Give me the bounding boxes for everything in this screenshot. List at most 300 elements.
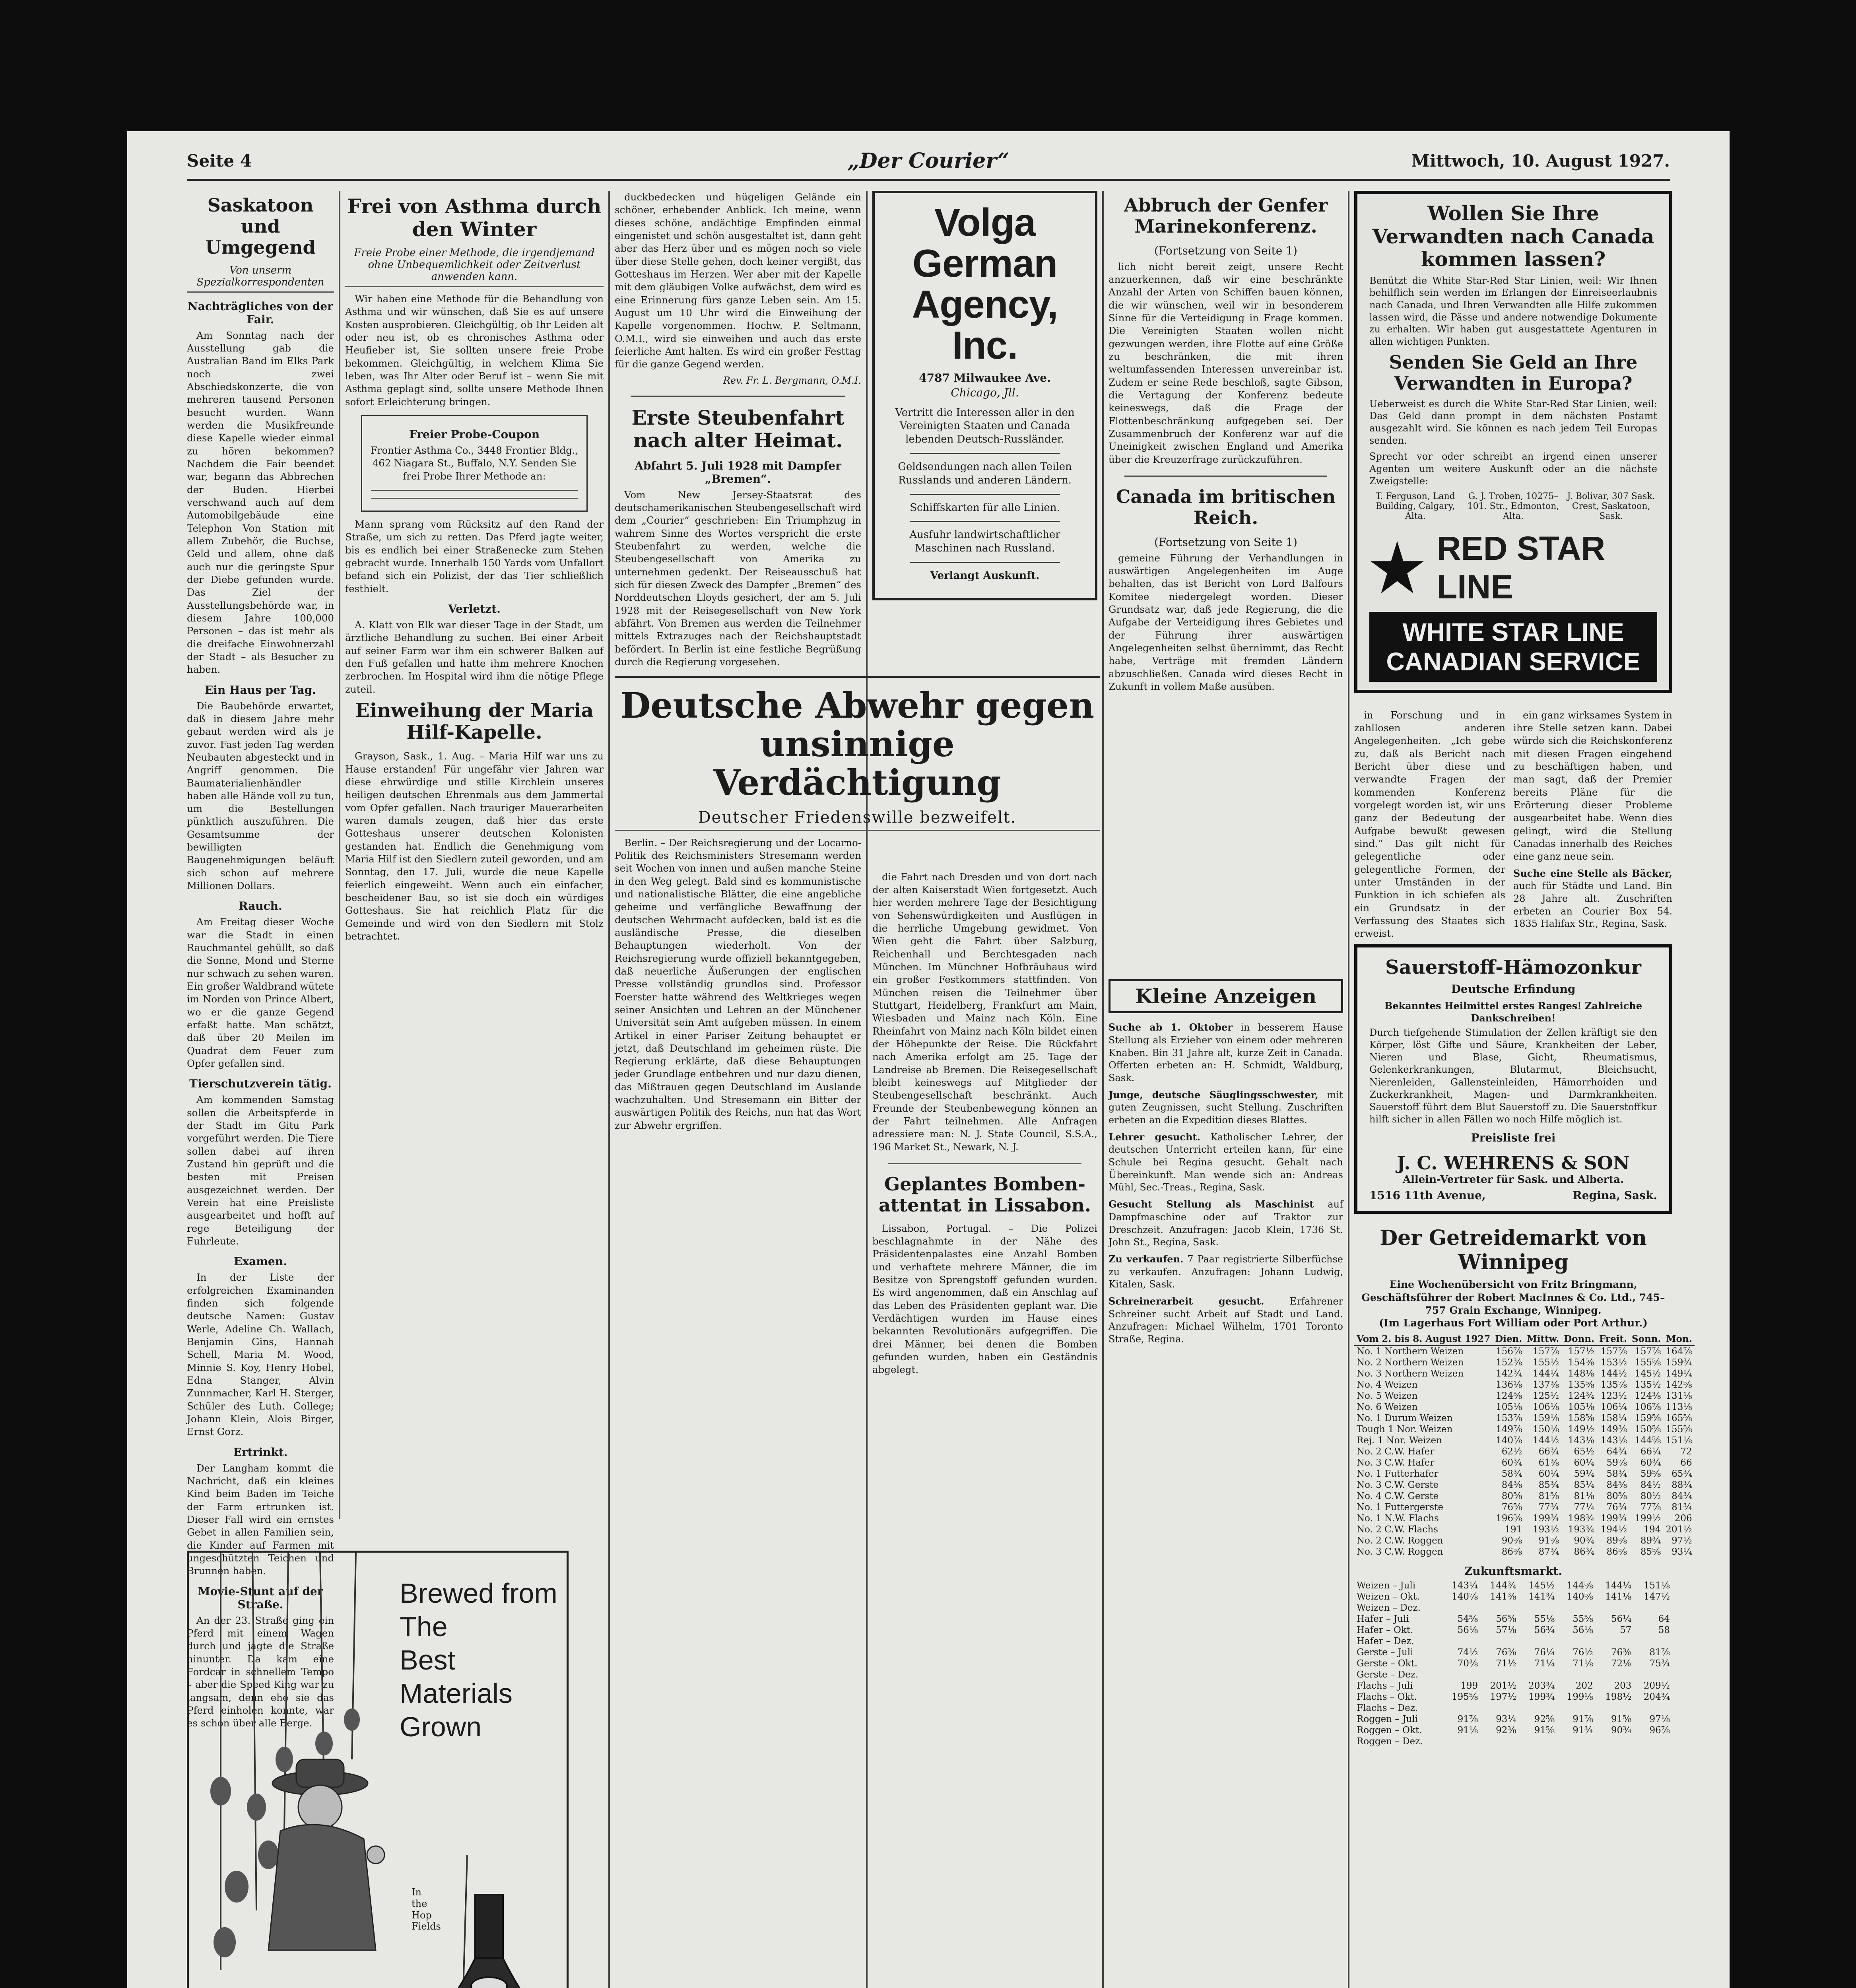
table-row: [1354, 1580, 1672, 1591]
price-cell: 91⅝: [1611, 1714, 1632, 1724]
column-header: Freit.: [1597, 1333, 1629, 1345]
redstar-offices: [1369, 491, 1657, 521]
page-header: [187, 151, 1670, 181]
section-text: Die Baubehörde erwartet, daß in diesem Jahre mehr gebaut werden wird als je zuvor. Fast jeden Tag werden Neubauten abgesteckt und in Angriff genommen. Die Baumaterialienhändler haben alle Hände voll zu tun, um die Bestellungen pünktlich auszuführen. Die Gesamtsumme der bewilligten Baugenehmigungen beläuft sich schon auf mehrere Millionen Dollars.: [187, 700, 334, 892]
price-cell: 54⅝: [1457, 1613, 1478, 1624]
continued-columns: [1354, 709, 1672, 944]
column-header: Mon.: [1663, 1333, 1694, 1345]
sauerstoff-ad: [1354, 944, 1672, 1214]
issue-date: Mittwoch, 10. August 1927.: [1411, 151, 1670, 171]
section-head: Movie-Stunt auf der Straße.: [198, 1584, 323, 1611]
price-cell: 81¾: [1672, 1502, 1692, 1512]
asthma-coupon[interactable]: [361, 415, 588, 512]
separator: [910, 521, 1060, 522]
price-cell: 152⅜: [1496, 1357, 1522, 1368]
redstar-text: Ueberweist es durch die White Star-Red Star Linien, weil: Das Geld dann prompt in dem nächsten Postamt ausgezahlt wird. Sie können es nach jedem Teil Europas senden.: [1369, 398, 1657, 446]
section-text: In der Liste der erfolgreichen Examinanden finden sich folgende deutsche Namen: Gustav Werle, Adeline Ch. Wallach, Benjamin Gins, Hannah Schell, Maria M. Wood, Minnie S. Koy, Henry Hobel, Edna Stanger, Alvin Zunnmacher, Karl H. Sterger, Schüler des Luth. College; Johann Klein, Alois Birger, Ernst Gorz.: [187, 1272, 334, 1438]
price-cell: 84⅜: [1501, 1479, 1522, 1490]
price-cell: [1442, 1669, 1481, 1680]
price-cell: 65¾: [1672, 1468, 1692, 1479]
grain-name-cell: Gerste – Okt.: [1357, 1658, 1418, 1669]
price-cell: 56⅛: [1573, 1625, 1593, 1635]
headline-genfer-konferenz: Abbruch der Genfer Marinekonferenz.: [1124, 194, 1328, 237]
column-volga: [872, 191, 1097, 1988]
price-cell: 71¼: [1534, 1658, 1555, 1669]
steuben-subhead: Abfahrt 5. Juli 1928 mit Dampfer „Bremen“.: [635, 459, 841, 485]
price-cell: 199¾: [1533, 1513, 1559, 1524]
price-cell: 70⅜: [1457, 1658, 1478, 1669]
price-cell: 153½: [1600, 1357, 1627, 1368]
grain-name-cell: No. 1 Northern Weizen: [1357, 1346, 1464, 1357]
red-star-line-ad: [1354, 191, 1672, 693]
price-cell: 91⅝: [1534, 1725, 1555, 1736]
grain-name-cell: Flachs – Dez.: [1357, 1703, 1418, 1713]
price-cell: [1596, 1669, 1634, 1680]
street-address: 1516 11th Avenue,: [1369, 1189, 1486, 1202]
price-cell: 147½: [1643, 1591, 1670, 1602]
reich-continued-text: in Forschung und in zahllosen anderen Angelegenheiten. „Ich gebe zu, daß als Bericht nach Bericht über diese und verwandte Fragen der kommenden Konferenz vorgelegt worden ist, wir uns ganz der Bedeutung der Aufgabe bewußt gewesen sind.“ Das gilt nicht für gelegentliche oder gelegentliche Formen, der unter Umständen in der Funktion in ich schiefen als ein Grundsatz in der Verfassung des Staates sich erweist.: [1354, 709, 1505, 940]
grain-name-cell: Weizen – Juli: [1357, 1580, 1416, 1591]
abwehr-text: Berlin. – Der Reichsregierung und der Locarno-Politik des Reichsministers Stresemann werden seit Wochen von innen und außen manche Steine in den Weg gelegt. Bald sind es kommunistische und nationalistische Blätter, die eine angebliche geheime und verfängliche Bewaffnung der deutschen Wehrmacht aufdecken, bald ist es die ausländische Presse, die dieselben Behauptungen wiederholt. Von der Reichsregierung wurde offiziell bekanntgegeben, daß neuerliche Äußerungen der englischen Presse vollständig grundlos sind. Professor Foerster hatte während des Weltkrieges wegen seiner Ansichten und Lehren an der Münchener Universität sein Amt aufgeben müssen. In einem Artikel in einer Pariser Zeitung behauptet er jetzt, daß Deutschland im geheimen rüste. Die Regierung erklärte, daß diese Behauptungen jeder Grundlage entbehren und nur dazu dienen, das Mißtrauen gegen Deutschland im Auslande wachzuhalten. Und Stresemann ein Bitter der auswärtigen Politik des Reichs, nun hat das Wort zur Abwehr ergriffen.: [615, 837, 861, 1131]
section-text: Am kommenden Samstag sollen die Arbeitspferde in der Stadt im Gitu Park vorgeführt werden. Die Tiere sollen dabei auf ihren Zustand hin geprüft und die besten mit Preisen ausgezeichnet werden. Der Verein hat eine Preisliste ausgearbeitet und hofft auf rege Beteiligung der Fuhrleute.: [187, 1094, 334, 1247]
price-cell: 60¼: [1574, 1457, 1594, 1468]
column-header: Donn.: [1561, 1333, 1597, 1345]
price-cell: 58: [1658, 1625, 1670, 1635]
price-cell: 165⅝: [1666, 1413, 1692, 1423]
table-row: [1354, 1613, 1672, 1625]
column-asthma: [345, 191, 604, 1543]
price-cell: 209½: [1643, 1680, 1670, 1691]
table-row: [1354, 1468, 1695, 1479]
sauerstoff-address: [1369, 1189, 1657, 1202]
price-cell: [1519, 1703, 1557, 1714]
price-cell: 80⅝: [1606, 1491, 1627, 1501]
price-cell: 194½: [1600, 1524, 1627, 1535]
price-cell: 55⅛: [1534, 1613, 1555, 1624]
grain-name-cell: No. 1 Futtergerste: [1357, 1502, 1443, 1512]
byline-correspondent: Von unserm Spezialkorrespondenten: [187, 264, 334, 293]
price-cell: [1557, 1703, 1596, 1714]
section-text: A. Klatt von Elk war dieser Tage in der Stadt, um ärztliche Behandlung zu suchen. Bei einer Arbeit auf seiner Farm war ihm ein schwerer Balken auf den Fuß gefallen und hatte ihm mehrere Knochen zerbrochen. Im Hospital wird ihm die nötige Pflege zuteil.: [345, 619, 604, 695]
grain-name-cell: No. 2 C.W. Hafer: [1357, 1446, 1435, 1457]
masthead: „Der Courier“: [847, 149, 1010, 173]
column-rule: [1102, 191, 1104, 1988]
section-text: Am Sonntag nach der Ausstellung gab die Australian Band im Elks Park noch zwei Abschiedskonzerte, die von mehreren tausend Personen besucht wurden. Wann werden die Musikfreunde diese Kapelle wieder einmal zu hören bekommen? Nachdem die Fair beendet war, begann das Abbrechen der Buden. Hierbei verschwand auch auf dem Automobilgebäude eine Telephon Von Station mit allem Zubehör, die Buchse, Geld und allem, ohne daß auch nur die geringste Spur der Diebe gefunden wurde. Das Ziel der Ausstellungsbehörde war, in diesem Jahre 100,000 Personen – das ist mehr als die dreifache Einwohnerzahl der Stadt – als Besucher zu haben.: [187, 329, 334, 676]
redstar-text: Sprecht vor oder schreibt an irgend einen unserer Agenten um weitere Auskunft oder an die nächste Zweigstelle:: [1369, 451, 1657, 487]
table-row: [1354, 1368, 1695, 1379]
price-cell: 143¼: [1451, 1580, 1478, 1591]
price-cell: 55⅝: [1573, 1613, 1593, 1624]
redstar-title-2: Senden Sie Geld an Ihre Verwandten in Europa?: [1389, 351, 1638, 394]
grain-name-cell: No. 3 Northern Weizen: [1357, 1368, 1464, 1379]
price-cell: 76¾: [1606, 1502, 1627, 1512]
price-cell: 137⅜: [1533, 1379, 1559, 1390]
price-cell: 84⅝: [1606, 1479, 1627, 1490]
price-cell: 57⅛: [1496, 1625, 1516, 1635]
office-address: G. J. Troben, 10275–101. Str., Edmonton, Alta.: [1467, 491, 1559, 521]
price-cell: 199½: [1635, 1513, 1661, 1524]
grain-name-cell: Tough 1 Nor. Weizen: [1357, 1424, 1453, 1435]
sauerstoff-text: Bekanntes Heilmittel erstes Ranges! Zahlreiche Dankschreiben!: [1384, 1000, 1642, 1024]
price-cell: 93¼: [1496, 1714, 1516, 1724]
price-cell: 151⅛: [1666, 1435, 1692, 1446]
price-cell: 85¼: [1574, 1479, 1594, 1490]
price-cell: [1557, 1736, 1596, 1747]
column-genf: [1109, 191, 1343, 1988]
price-cell: 80⅝: [1501, 1491, 1522, 1501]
table-row: [1354, 1736, 1672, 1747]
price-cell: 106⅞: [1635, 1402, 1661, 1412]
price-cell: 141⅜: [1490, 1591, 1516, 1602]
price-cell: 140⅞: [1451, 1591, 1478, 1602]
price-cell: 113⅛: [1666, 1402, 1692, 1412]
volga-text: Vertritt die Interessen aller in den Vereinigten Staaten und Canada lebenden Deutsch-Russländer.: [895, 406, 1075, 446]
table-row: [1354, 1703, 1672, 1714]
maria-hilf-text: Grayson, Sask., 1. Aug. – Maria Hilf war uns zu Hause erstanden! Für ungefähr vier Jahren war diese ehrwürdige und stille Kirchlein unseres heiligen deutschen Ehrenmals aus dem Jammertal vom Opfer gefallen. Nach trauriger Mauerarbeiten waren damals zeugen, daß hier das erste Gotteshaus unserer deutschen Kolonisten gestanden hat. Endlich die Genehmigung vom Maria Hilf ist den Siedlern zuteil geworden, und am Sonntag, den 17. Juli, wurde die neue Kapelle feierlich eingeweiht. Wenn auch ein einfacher, bescheidener Bau, so ist sie doch ein würdiges Gotteshaus. Sie hat reichlich Platz für die Gemeinde und wird von den Siedlern mit Stolz betrachtet.: [345, 750, 604, 942]
coupon-line: [371, 498, 578, 499]
price-cell: 144⅝: [1567, 1580, 1593, 1591]
article-signature: Rev. Fr. L. Bergmann, O.M.I.: [723, 375, 861, 386]
price-cell: 89¾: [1640, 1535, 1661, 1546]
table-row: [1354, 1435, 1695, 1446]
classified-ad: Schreinerarbeit gesucht. Erfahrener Schreiner sucht Arbeit auf Stadt und Land. Anzufragen: Michael Wilhelm, 1701 Toronto Straße, Regina.: [1109, 1295, 1343, 1345]
price-cell: 157⅞: [1635, 1346, 1661, 1357]
price-cell: [1442, 1703, 1481, 1714]
price-cell: 201½: [1490, 1680, 1516, 1691]
price-cell: [1557, 1669, 1596, 1680]
grain-name-cell: No. 1 Durum Weizen: [1357, 1413, 1453, 1423]
price-cell: 86⅝: [1501, 1546, 1522, 1557]
price-cell: [1480, 1636, 1519, 1647]
table-row: [1354, 1413, 1695, 1424]
price-cell: 195⅝: [1451, 1691, 1478, 1702]
price-cell: 97⅛: [1649, 1714, 1670, 1724]
price-cell: 123½: [1600, 1390, 1627, 1401]
price-cell: 58¾: [1501, 1468, 1522, 1479]
price-cell: 66¼: [1640, 1446, 1661, 1457]
redstar-text: Benützt die White Star-Red Star Linien, weil: Wir Ihnen behilflich sein werden im Erlangen der Einreiseerlaubnis nach Canada, und Ihren Verwandten alle Hilfe zukommen lassen wird, die Pässe und andere notwendige Dokumente zu erhalten. Wir haben gut ausgestattete Agenturen in allen wichtigen Punkten.: [1369, 275, 1657, 348]
coupon-line: [371, 490, 578, 491]
spacer: [872, 616, 1097, 871]
spacer: [1109, 697, 1343, 975]
section-text: Am Freitag dieser Woche war die Stadt in einen Rauchmantel gehüllt, so daß die Sonne, Mond und Sterne nur schwach zu sehen waren. Ein großer Waldbrand wütete im Norden von Prince Albert, wo er die ganze Gegend erfaßt hatte. Man schätzt, daß über 20 Meilen im Quadrat dem Feuer zum Opfer gefallen sind.: [187, 916, 334, 1070]
column-header: Dien.: [1493, 1333, 1524, 1345]
price-cell: 203: [1614, 1680, 1632, 1691]
price-cell: [1634, 1736, 1672, 1747]
section-head: Ertrinkt.: [233, 1445, 288, 1459]
classified-ad: Suche eine Stelle als Bäcker, auch für Städte und Land. Bin 28 Jahre alt. Zuschriften erbeten an Courier Box 54. 1835 Halifax Str., Regina, Sask.: [1513, 867, 1672, 930]
price-cell: 194: [1643, 1524, 1661, 1535]
price-cell: 202: [1575, 1680, 1593, 1691]
price-cell: [1519, 1736, 1557, 1747]
price-cell: 199¾: [1528, 1691, 1555, 1702]
price-cell: 206: [1674, 1513, 1692, 1524]
price-cell: 199: [1460, 1680, 1478, 1691]
price-cell: 106¼: [1600, 1402, 1627, 1412]
price-cell: 204¾: [1643, 1691, 1670, 1702]
price-cell: 60¾: [1640, 1457, 1661, 1468]
price-cell: 66¾: [1538, 1446, 1559, 1457]
price-cell: 198¾: [1568, 1513, 1594, 1524]
price-cell: 56¼: [1611, 1613, 1632, 1624]
price-cell: 142¾: [1496, 1368, 1522, 1379]
price-cell: 77⅞: [1640, 1502, 1661, 1512]
price-cell: 158¼: [1600, 1413, 1627, 1423]
price-cell: [1442, 1636, 1481, 1647]
column-header: Vom 2. bis 8. August 1927: [1354, 1333, 1493, 1345]
price-cell: 198½: [1605, 1691, 1632, 1702]
price-cell: 91⅞: [1573, 1714, 1593, 1724]
price-cell: 191: [1505, 1524, 1522, 1535]
asthma-text: Wir haben eine Methode für die Behandlung von Asthma und wir wünschen, daß Sie es auf unsere Kosten ausprobieren. Gleichgültig, ob Ihr Leiden alt oder neu ist, ob es chronisches Asthma oder Heufieber ist, Sie sollten unsere freie Probe bekommen. Gleichgültig, in welchem Klima Sie leben, was Ihr Alter oder Beruf ist – wenn Sie mit Asthma geplagt sind, sollte unsere Methode Ihnen sofort Erleichterung bringen.: [345, 293, 604, 408]
price-cell: 106⅛: [1533, 1402, 1559, 1412]
price-cell: 150⅛: [1533, 1424, 1559, 1435]
table-row: [1354, 1457, 1695, 1468]
price-cell: 157½: [1568, 1346, 1594, 1357]
reich-continued-text: ein ganz wirksames System in ihre Stelle setzen kann. Dabei würde sich die Reichskonferenz mit diesen Fragen eingehend zu beschäftigen haben, und man sagt, daß der Premier bereits Pläne für die Erörterung dieser Probleme ausgearbeitet habe. Wenn dies gelingt, wird die Stellung Canadas innerhalb des Reiches eine ganz neue sein.: [1513, 709, 1672, 862]
price-cell: 56¾: [1534, 1625, 1555, 1635]
table-row: [1354, 1524, 1695, 1535]
grain-name-cell: No. 4 C.W. Gerste: [1357, 1491, 1439, 1501]
newspaper-page: [127, 131, 1730, 1988]
price-cell: 143⅛: [1600, 1435, 1627, 1446]
price-cell: [1596, 1703, 1634, 1714]
price-cell: 135⅝: [1568, 1379, 1594, 1390]
price-cell: 72⅛: [1611, 1658, 1632, 1669]
grain-name-cell: No. 2 C.W. Flachs: [1357, 1524, 1438, 1535]
grain-name-cell: Hafer – Dez.: [1357, 1636, 1414, 1646]
price-cell: 141¾: [1528, 1591, 1555, 1602]
price-cell: 203¾: [1528, 1680, 1555, 1691]
table-row: [1354, 1502, 1695, 1513]
table-row: [1354, 1446, 1695, 1457]
office-address: T. Ferguson, Land Building, Calgary, Alta.: [1375, 491, 1455, 521]
canada-text: gemeine Führung der Verhandlungen in auswärtigen Angelegenheiten im Auge behalten, das ist Bericht von Lord Balfours Komitee niedergelegt worden. Dieser Grundsatz war, daß jede Regierung, die die Aufgabe der Verteidigung ihres Gebietes und der Führung ihrer auswärtigen Angelegenheiten selbst übernimmt, das Recht habe, Verträge mit fremden Ländern abzuschließen. Canada wird dieses Recht in Zukunft in vollem Maße ausüben.: [1109, 552, 1343, 693]
headline-canada-reich: Canada im britischen Reich.: [1116, 486, 1336, 528]
table-row: [1354, 1691, 1672, 1703]
grain-name-cell: Weizen – Okt.: [1357, 1591, 1420, 1602]
classified-ad: Gesucht Stellung als Maschinist auf Dampfmaschine oder auf Traktor zur Dreschzeit. Anzufragen: Jacob Klein, 1736 St. John St., Regina, Sask.: [1109, 1198, 1343, 1248]
sauerstoff-title: Sauerstoff-Hämozonkur: [1385, 956, 1641, 978]
coupon-text: Frontier Asthma Co., 3448 Frontier Bldg., 462 Niagara St., Buffalo, N.Y. Senden Sie frei Probe Ihrer Methode an:: [370, 444, 579, 482]
grain-market-title: Der Getreidemarkt von Winnipeg: [1380, 1226, 1647, 1275]
price-cell: 199¾: [1600, 1513, 1627, 1524]
price-cell: 77¼: [1574, 1502, 1594, 1512]
price-cell: 72: [1680, 1446, 1692, 1457]
price-cell: 84½: [1640, 1479, 1661, 1490]
column-saskatoon: [187, 191, 334, 1729]
price-cell: 58¾: [1606, 1468, 1627, 1479]
grain-name-cell: Hafer – Okt.: [1357, 1625, 1413, 1635]
section-head: Examen.: [234, 1255, 287, 1268]
price-cell: 91⅞: [1457, 1714, 1478, 1724]
price-cell: 59¼: [1574, 1468, 1594, 1479]
price-cell: 148⅛: [1568, 1368, 1594, 1379]
price-cell: 158⅝: [1568, 1413, 1594, 1423]
price-cell: 157⅞: [1533, 1346, 1559, 1357]
price-cell: 75¾: [1649, 1658, 1670, 1669]
section-head: Verletzt.: [448, 602, 501, 615]
table-row: [1354, 1647, 1672, 1658]
star-icon: [1369, 540, 1425, 596]
headline-deutsche-abwehr: Deutsche Abwehr gegen unsinnige Verdächtigung: [620, 685, 1095, 803]
table-row: [1354, 1535, 1695, 1546]
grain-table-body: [1354, 1345, 1695, 1557]
column-header: Mittw.: [1524, 1333, 1561, 1345]
table-row: [1354, 1625, 1672, 1636]
grain-name-cell: Flachs – Okt.: [1357, 1691, 1417, 1702]
price-cell: [1519, 1636, 1557, 1647]
grain-name-cell: Roggen – Dez.: [1357, 1736, 1423, 1747]
price-cell: 76⅝: [1501, 1502, 1522, 1512]
continuation-note: (Fortsetzung von Seite 1): [1154, 244, 1297, 257]
classifieds-title: Kleine Anzeigen: [1109, 979, 1343, 1013]
grain-name-cell: No. 1 Futterhafer: [1357, 1468, 1439, 1479]
price-cell: 159⅛: [1533, 1413, 1559, 1423]
price-cell: 64: [1658, 1613, 1670, 1624]
headline-maria-hilf: Einweihung der Maria Hilf-Kapelle.: [355, 699, 594, 744]
price-cell: [1596, 1636, 1634, 1647]
price-cell: [1596, 1736, 1634, 1747]
price-cell: 136⅛: [1496, 1379, 1522, 1390]
price-cell: 157⅞: [1600, 1346, 1627, 1357]
price-cell: 145½: [1528, 1580, 1555, 1591]
price-cell: 77¾: [1538, 1502, 1559, 1512]
price-cell: 201½: [1666, 1524, 1692, 1535]
price-cell: 193¾: [1568, 1524, 1594, 1535]
price-cell: 124⅜: [1635, 1390, 1661, 1401]
table-row: [1354, 1479, 1695, 1491]
price-cell: [1634, 1703, 1672, 1714]
classified-ad: Suche ab 1. Oktober in besserem Hause Stellung als Erzieher von einem oder mehreren Knaben. Bin 31 Jahre alt, kurze Zeit in Canada. Offerten erbeten an: H. Schmidt, Waldburg, Sask.: [1109, 1021, 1343, 1084]
headline-steubenfahrt: Erste Steubenfahrt nach alter Heimat.: [631, 406, 845, 452]
separator: [910, 453, 1060, 454]
price-cell: 140⅞: [1496, 1435, 1522, 1446]
price-cell: 135½: [1635, 1379, 1661, 1390]
table-row: [1354, 1714, 1672, 1725]
volga-agency-name: Volga German Agency, Inc.: [912, 200, 1058, 367]
price-cell: 65½: [1574, 1446, 1594, 1457]
price-cell: 66: [1680, 1457, 1692, 1468]
volga-city: Chicago, Jll.: [951, 386, 1019, 399]
separator: [631, 396, 845, 397]
price-cell: 150⅝: [1635, 1424, 1661, 1435]
price-cell: 91¾: [1573, 1725, 1593, 1736]
price-cell: 85⅝: [1640, 1546, 1661, 1557]
separator: [888, 1163, 1081, 1164]
price-cell: 96⅞: [1649, 1725, 1670, 1736]
price-cell: [1480, 1602, 1519, 1613]
table-row: [1354, 1357, 1695, 1368]
classified-ad: Lehrer gesucht. Katholischer Lehrer, der deutschen Unterricht erteilen kann, für eine Schule bei Regina gesucht. Gehalt nach Übereinkunft. Man wende sich an: Andreas Mühl, Sec.-Treas., Regina, Sask.: [1109, 1131, 1343, 1193]
price-cell: 193½: [1533, 1524, 1559, 1535]
sauerstoff-firm: J. C. WEHRENS & SON: [1397, 1152, 1630, 1174]
classified-ad: Junge, deutsche Säuglingsschwester, mit guten Zeugnissen, sucht Stellung. Zuschriften erbeten an die Expedition dieses Blattes.: [1109, 1089, 1343, 1126]
price-cell: [1480, 1703, 1519, 1714]
futures-title: Zukunftsmarkt.: [1464, 1564, 1563, 1578]
price-cell: 144¼: [1533, 1368, 1559, 1379]
price-cell: 91⅝: [1538, 1535, 1559, 1546]
price-cell: 61⅜: [1538, 1457, 1559, 1468]
price-cell: 76¼: [1534, 1647, 1555, 1658]
separator: [1124, 476, 1327, 477]
price-cell: 71½: [1496, 1658, 1516, 1669]
price-cell: 144⅝: [1635, 1435, 1661, 1446]
column-rule: [339, 191, 340, 1519]
price-cell: 59⅝: [1640, 1468, 1661, 1479]
price-cell: 76½: [1573, 1647, 1593, 1658]
column-rule: [1348, 191, 1349, 1988]
price-cell: 74½: [1457, 1647, 1478, 1658]
price-cell: 149⅞: [1496, 1424, 1522, 1435]
price-cell: 81⅛: [1574, 1491, 1594, 1501]
white-star-banner: WHITE STAR LINE CANADIAN SERVICE: [1369, 612, 1657, 682]
lissabon-text: Lissabon, Portugal. – Die Polizei beschlagnahmte in der Nähe des Präsidentenpalastes eine Anzahl Bomben und verhaftete mehrere Männer, die im Besitze von Sprengstoff gefunden wurden. Es wird angenommen, daß ein Anschlag auf das Leben des Präsidenten geplant war. Die Verdächtigen wurden im Hause eines bekannten Revolutionärs aufgegriffen. Die drei Männer, bei denen die Bomben gefunden wurden, haben ein Geständnis abgelegt.: [872, 1222, 1097, 1376]
price-cell: 90¾: [1611, 1725, 1632, 1736]
continuation-note: (Fortsetzung von Seite 1): [1154, 535, 1297, 549]
price-cell: 144½: [1533, 1435, 1559, 1446]
price-cell: 56⅝: [1496, 1613, 1516, 1624]
table-row: [1354, 1546, 1695, 1557]
grain-name-cell: No. 3 C.W. Hafer: [1357, 1457, 1435, 1468]
price-cell: 60¼: [1538, 1468, 1559, 1479]
volga-text: Ausfuhr landwirtschaftlicher Maschinen nach Russland.: [909, 529, 1060, 555]
redstar-logo-text: RED STAR LINE: [1437, 529, 1606, 606]
sauerstoff-role: Allein-Vertreter für Sask. und Alberta.: [1402, 1174, 1624, 1186]
volga-text: Schiffskarten für alle Linien.: [910, 501, 1060, 514]
price-cell: 64¾: [1606, 1446, 1627, 1457]
price-cell: 144¾: [1490, 1580, 1516, 1591]
price-cell: [1442, 1602, 1481, 1613]
steuben-continued-text: die Fahrt nach Dresden und von dort nach der alten Kaiserstadt Wien fortgesetzt. Auch hier werden mehrere Tage der Besichtigung von Sehenswürdigkeiten und Ausflügen in die herrliche Umgebung gewidmet. Von Wien geht die Fahrt über Salzburg, Reichenhall und Berchtesgaden nach München. Im Münchner Hofbräuhaus wird ein großer Festkommers stattfinden. Von München reisen die Teilnehmer über Stuttgart, Heidelberg, Frankfurt am Main, Wiesbaden und Mainz nach Köln. Eine Rheinfahrt von Mainz nach Köln bildet einen der Höhepunkte der Reise. Die Rückfahrt nach Amerika erfolgt am 25. Tage der Landreise ab Bremen. Die Reisegesellschaft bleibt keineswegs auf Mitglieder der Steubengesellschaft beschränkt. Auch Freunde der Steubenbewegung können an der Fahrt teilnehmen. Alle Anfragen adressiere man: N. J. State Council, S.S.A., 196 Market St., Newark, N. J.: [872, 871, 1097, 1153]
price-cell: [1557, 1602, 1596, 1613]
table-row: [1354, 1602, 1672, 1613]
steuben-text: Vom New Jersey-Staatsrat des deutschamerikanischen Steubengesellschaft wird dem „Courier“ geschrieben: Ein Triumphzug in wahrem Sinne des Wortes verspricht die erste Steubenfahrt zu werden, welche die Steubengesellschaft von Amerika zu unternehmen gedenkt. Der Reiseausschuß hat sich für diesen Zweck des Dampfer „Bremen“ des Norddeutschen Lloyds gesichert, der am 5. Juli 1928 mit der Reisegesellschaft von New York abfährt. Von Bremen aus werden die Teilnehmer mittels Extrazuges nach der Reichshauptstadt befördert. In Berlin ist eine festliche Begrüßung durch die Regierung vorgesehen.: [615, 489, 861, 668]
price-cell: 97½: [1672, 1535, 1692, 1546]
price-cell: [1634, 1602, 1672, 1613]
price-cell: 90¾: [1574, 1535, 1594, 1546]
price-cell: 105⅛: [1568, 1402, 1594, 1412]
price-cell: 87¾: [1538, 1546, 1559, 1557]
column-rule: [608, 191, 610, 1988]
table-row: [1354, 1591, 1672, 1602]
section-head: Tierschutzverein tätig.: [189, 1077, 332, 1091]
price-cell: 90⅝: [1501, 1535, 1522, 1546]
table-row: [1354, 1424, 1695, 1435]
price-cell: 124¾: [1568, 1390, 1594, 1401]
grain-name-cell: Gerste – Juli: [1357, 1647, 1413, 1658]
city: Regina, Sask.: [1573, 1189, 1657, 1202]
table-row: [1354, 1725, 1672, 1736]
abwehr-subheadline: Deutscher Friedenswille bezweifelt.: [615, 808, 1100, 831]
price-cell: 89⅝: [1606, 1535, 1627, 1546]
price-cell: 92⅜: [1496, 1725, 1516, 1736]
sauerstoff-price: Preisliste frei: [1471, 1131, 1556, 1145]
grain-name-cell: No. 2 Northern Weizen: [1357, 1357, 1464, 1368]
price-cell: 197½: [1490, 1691, 1516, 1702]
price-cell: 153⅞: [1496, 1413, 1522, 1423]
price-cell: 144¼: [1605, 1580, 1632, 1591]
price-cell: 156⅞: [1496, 1346, 1522, 1357]
price-cell: 155⅝: [1635, 1357, 1661, 1368]
page-number: Seite 4: [187, 151, 252, 171]
price-cell: 80½: [1640, 1491, 1661, 1501]
price-cell: 131⅛: [1666, 1390, 1692, 1401]
article-text: Mann sprang vom Rücksitz auf den Rand der Straße, um sich zu retten. Das Pferd jagte weiter, bis es endlich bei einer Straßenecke zum Stehen gebracht wurde. Innerhalb 150 Yards vom Unfallort befand sich ein Polizist, der das Tier schließlich festhielt.: [345, 518, 604, 594]
price-cell: 91⅛: [1457, 1725, 1478, 1736]
grain-market-subtitle: Eine Wochenübersicht von Fritz Bringmann, Geschäftsführer der Robert MacInnes & Co. Ltd., 745–757 Grain Exchange, Winnipeg.: [1361, 1279, 1665, 1316]
price-cell: 92⅝: [1534, 1714, 1555, 1724]
